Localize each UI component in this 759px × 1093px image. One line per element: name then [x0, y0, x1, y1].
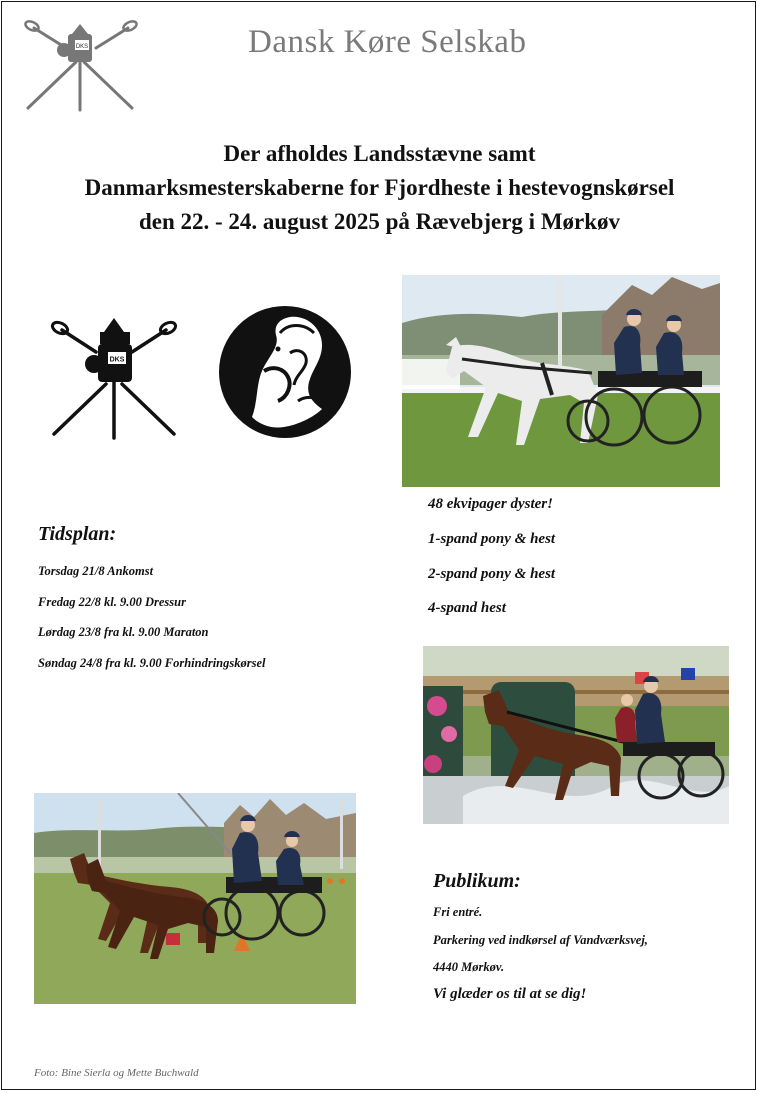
dks-logo-small: [22, 14, 140, 114]
class-item: 1-spand pony & hest: [428, 531, 556, 547]
whips-lantern-tripod-icon: [48, 312, 180, 440]
fjord-horse-head-icon: [218, 305, 352, 439]
photo-pair-carriage: [34, 793, 356, 1004]
schedule-item: Fredag 22/8 kl. 9.00 Dressur: [38, 595, 186, 609]
headline-line-2: Danmarksmesterskaberne for Fjordheste i hestevognskørsel: [84, 175, 675, 200]
schedule-item: Torsdag 21/8 Ankomst: [38, 564, 154, 578]
parking-address: 4440 Mørkøv.: [433, 960, 505, 974]
schedule-item: Lørdag 23/8 fra kl. 9.00 Maraton: [38, 625, 209, 639]
class-item: 4-spand hest: [428, 600, 506, 616]
participants-count: 48 ekvipager dyster!: [428, 496, 553, 512]
dks-logo-large: [48, 312, 180, 440]
schedule-item: Søndag 24/8 fra kl. 9.00 Forhindringskørsel: [38, 656, 266, 670]
photo-credit: Foto: Bine Sierla og Mette Buchwald: [34, 1067, 199, 1079]
photo-white-horse-carriage: [402, 275, 720, 487]
parking-info: Parkering ved indkørsel af Vandværksvej,: [433, 933, 648, 947]
organization-name: Dansk Køre Selskab: [248, 24, 527, 60]
event-headline: [0, 137, 759, 239]
public-title: Publikum:: [433, 870, 521, 892]
photo-water-obstacle: [423, 646, 729, 824]
whips-lantern-tripod-icon: [22, 14, 140, 114]
schedule-title: Tidsplan:: [38, 523, 117, 545]
entry-info: Fri entré.: [433, 905, 483, 919]
fjordhest-logo: [218, 305, 352, 439]
svg-text:DKS: DKS: [75, 44, 89, 50]
class-item: 2-spand pony & hest: [428, 566, 556, 582]
headline-line-3: den 22. - 24. august 2025 på Rævebjerg i Mørkøv: [138, 209, 621, 234]
headline-line-1: Der afholdes Landsstævne samt: [223, 141, 536, 166]
closing-line: Vi glæder os til at se dig!: [433, 986, 587, 1002]
svg-text:DKS: DKS: [109, 356, 125, 364]
